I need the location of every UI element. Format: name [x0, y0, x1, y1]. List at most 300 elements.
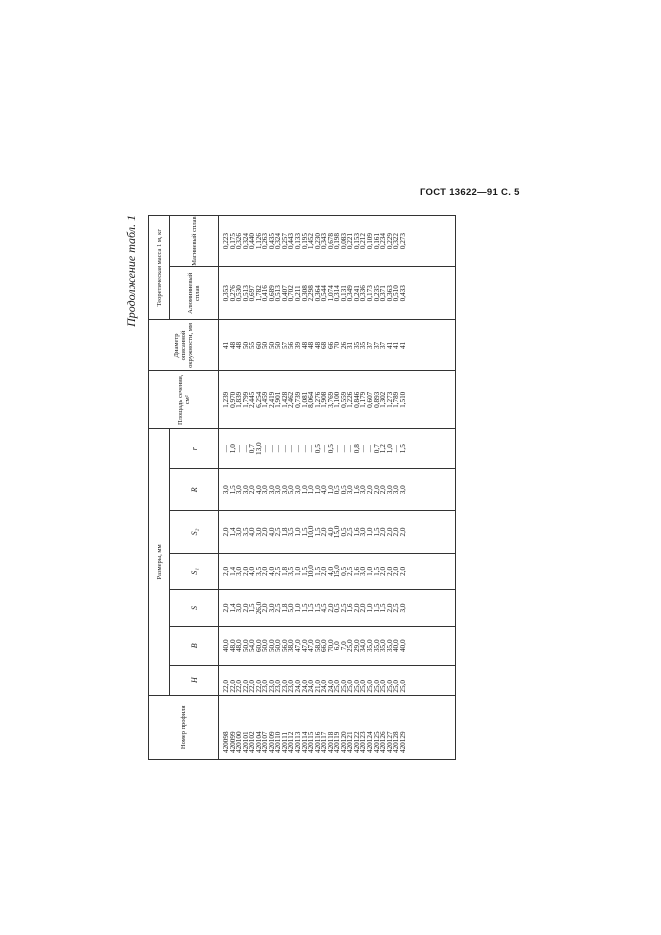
table-cell: 4,0 [248, 527, 257, 537]
table-cell: 1,6 [352, 566, 361, 576]
table-cell: 0,5 [339, 566, 348, 576]
table-cell: 35,0 [366, 639, 375, 653]
table-cell: — [241, 445, 250, 453]
table-cell: 0,273 [398, 233, 407, 250]
column-aluminum-mass-values [219, 267, 456, 320]
table-cell: 0,702 [287, 285, 296, 302]
table-cell: 25,0 [352, 680, 361, 693]
table-cell: 0,324 [241, 233, 250, 250]
group-header-theoretical-mass: Теоретическая масса 1 м, кг [149, 216, 170, 320]
table-cell: 0,336 [359, 285, 368, 302]
table-cell: 2,5 [274, 566, 283, 576]
table-cell: 2,0 [372, 485, 381, 495]
table-cell: 50,0 [261, 639, 270, 653]
table-cell: 15,0 [333, 565, 342, 578]
col-header-B: B [170, 626, 219, 665]
table-cell: 56,0 [280, 639, 289, 653]
table-cell: 7,0 [339, 641, 348, 651]
table-cell: 3,0 [398, 485, 407, 495]
table-cell: 1,0 [294, 566, 303, 576]
table-cell: 48,0 [235, 639, 244, 653]
table-cell: 0,257 [280, 233, 289, 250]
table-cell: 0,893 [372, 391, 381, 408]
table-cell: 40,0 [392, 639, 401, 653]
table-cell: 2,0 [261, 527, 270, 537]
table-cell: 0,353 [222, 285, 230, 302]
table-cell: 420126 [379, 731, 388, 753]
table-cell: 2,0 [379, 566, 388, 576]
col-header-circle-diameter: Диаметр описанной окружности, мм [149, 320, 219, 371]
table-cell: 3,0 [235, 485, 244, 495]
table-cell: 5,0 [287, 603, 296, 613]
table-cell: 0,416 [261, 285, 270, 302]
table-cell: 48 [307, 341, 316, 350]
table-cell: 24,0 [294, 680, 303, 693]
table-cell: 3,0 [359, 527, 368, 537]
table-cell: 1,901 [274, 391, 283, 408]
table-cell: 2,0 [392, 566, 401, 576]
table-cell: 1,6 [352, 527, 361, 537]
table-cell: 1,239 [222, 391, 230, 408]
table-cell: 66 [326, 341, 335, 350]
table-cell: 2,5 [392, 603, 401, 613]
table-cell: 420102 [248, 731, 257, 753]
table-cell: — [359, 445, 368, 453]
table-cell: 60,0 [254, 639, 263, 653]
table-cell: 2,5 [346, 527, 355, 537]
table-cell: 60 [254, 341, 263, 350]
page-header: ГОСТ 13622—91 С. 5 [420, 187, 520, 198]
table-cell: 2,0 [326, 603, 335, 613]
table-cell: 0,846 [352, 391, 361, 408]
table-cell: 1,5 [379, 603, 388, 613]
table-cell: 56 [287, 341, 296, 350]
table-cell: 1,074 [326, 285, 335, 302]
table-cell: 3,0 [392, 485, 401, 495]
table-cell: 22,0 [248, 680, 257, 693]
table-cell: 0,223 [222, 233, 230, 250]
table-cell: 1,6 [346, 603, 355, 613]
table-cell: 0,241 [352, 285, 361, 302]
table-cell: 1,100 [333, 391, 342, 408]
table-cell: 1,4 [228, 527, 237, 537]
table-cell: 4,0 [248, 566, 257, 576]
table-cell: 3,5 [287, 527, 296, 537]
table-cell: 50 [241, 341, 250, 350]
table-cell: — [346, 445, 355, 453]
col-header-area: Площадь сечения, см² [149, 371, 219, 429]
table-cell: 0,363 [385, 285, 394, 302]
table-cell: 22,0 [235, 680, 244, 693]
table-cell: 41 [222, 341, 230, 350]
table-cell: 0,276 [228, 285, 237, 302]
table-cell: 2,5 [274, 603, 283, 613]
table-cell: 23,0 [267, 680, 276, 693]
table-cell: 50,0 [274, 639, 283, 653]
table-cell: 1,081 [300, 391, 309, 408]
table-cell: 40,0 [398, 639, 407, 653]
table-cell: 0,5 [313, 444, 322, 454]
table-cell: — [222, 445, 230, 453]
table-cell: 24,0 [326, 680, 335, 693]
table-cell: 2,0 [366, 485, 375, 495]
table-cell: 2,0 [222, 527, 230, 537]
table-cell: 15,0 [333, 525, 342, 539]
table-cell: 3,0 [267, 485, 276, 495]
table-cell: 1,302 [379, 391, 388, 408]
table-cell: 3,5 [254, 566, 263, 576]
table-cell: 34,0 [359, 639, 368, 653]
table-cell: 35,0 [372, 639, 381, 653]
table-cell: 420115 [307, 731, 316, 753]
table-cell: 2,5 [346, 566, 355, 576]
table-cell: 1,8 [280, 603, 289, 613]
table-cell: 3,0 [267, 603, 276, 613]
table-cell: 41 [385, 341, 394, 350]
table-cell: — [294, 445, 303, 453]
table-cell: 2,0 [320, 566, 329, 576]
table-cell: 0,221 [346, 233, 355, 250]
table-cell: 1,226 [346, 391, 355, 408]
table-cell: 420117 [320, 731, 329, 753]
table-cell: 3,5 [241, 527, 250, 537]
table-cell: 1,0 [300, 485, 309, 495]
table-cell: 47,0 [294, 639, 303, 653]
table-cell: 420098 [222, 731, 230, 753]
table-cell: 2,5 [339, 603, 348, 613]
table-cell: 1,799 [241, 391, 250, 408]
table-cell: 420100 [235, 731, 244, 753]
table-cell: 31 [346, 341, 355, 350]
table-cell: 2,0 [385, 566, 394, 576]
table-cell: 2,0 [385, 603, 394, 613]
table-cell: 21,0 [313, 680, 322, 693]
table-cell: 25,0 [339, 680, 348, 693]
table-cell: 6,254 [254, 391, 263, 408]
table-cell: 2,0 [222, 603, 230, 613]
table-cell: 25,0 [333, 680, 342, 693]
table-cell: 47,0 [300, 639, 309, 653]
table-cell: 6,0 [333, 641, 342, 651]
table-cell: — [333, 445, 342, 453]
table-cell: 1,789 [392, 391, 401, 408]
table-cell: 50 [267, 341, 276, 350]
table-cell: 1,428 [280, 391, 289, 408]
group-header-sizes: Размеры, мм [149, 429, 170, 695]
table-cell: 0,229 [385, 233, 394, 250]
table-cell: 40,0 [222, 639, 230, 653]
table-cell: 22,0 [222, 680, 230, 693]
table-cell: 1,5 [313, 603, 322, 613]
table-cell: — [280, 445, 289, 453]
table-cell: 48,0 [228, 639, 237, 653]
col-header-profile-number: Номер профиля [149, 695, 219, 759]
table-cell: 1,839 [235, 391, 244, 408]
table-cell: 0,198 [333, 233, 342, 250]
table-cell: 1,452 [307, 233, 316, 250]
table-body-row [219, 216, 456, 760]
table-cell: 57 [280, 341, 289, 350]
table-cell: 3,0 [241, 485, 250, 495]
table-cell: 25,0 [379, 680, 388, 693]
table-cell: 50 [261, 341, 270, 350]
table-cell: 420104 [254, 731, 263, 753]
table-cell: — [339, 445, 348, 453]
table-cell: 0,440 [248, 233, 257, 250]
table-cell: 4,5 [320, 603, 329, 613]
table-cell: 420113 [294, 731, 303, 753]
table-cell: 2,0 [379, 527, 388, 537]
table-cell: 50 [274, 341, 283, 350]
column-profile-number-values [219, 695, 456, 759]
table-cell: 24,0 [300, 680, 309, 693]
table-cell: 1,0 [307, 485, 316, 495]
table-cell: 0,5 [326, 444, 335, 454]
rotated-table-block [124, 215, 407, 760]
table-cell: 0,678 [326, 233, 335, 250]
table-cell: 0,607 [366, 391, 375, 408]
col-header-magnesium-alloy: Магниевый сплав [170, 216, 219, 267]
table-cell: 48 [235, 341, 244, 350]
col-header-H: H [170, 665, 219, 695]
table-cell: 41 [392, 341, 401, 350]
table-cell: 0,513 [241, 285, 250, 302]
col-header-S2: S₂ [170, 511, 219, 553]
table-cell: 35,0 [379, 639, 388, 653]
column-R-values [219, 469, 456, 511]
table-cell: 1,908 [320, 391, 329, 408]
table-cell: 4,0 [267, 566, 276, 576]
table-cell: 0,131 [339, 285, 348, 302]
col-header-aluminum-alloy: Алюминиевый сплав [170, 267, 219, 320]
table-cell: 1,273 [385, 391, 394, 408]
table-cell: 35,0 [385, 639, 394, 653]
table-cell: 0,314 [333, 285, 342, 302]
table-cell: 420122 [352, 731, 361, 753]
table-cell: 41 [398, 341, 407, 350]
table-cell: 420128 [392, 731, 401, 753]
table-cell: 3,0 [346, 485, 355, 495]
table-cell: 0,195 [300, 233, 309, 250]
table-cell: 420099 [228, 731, 237, 753]
table-cell: 0,5 [333, 603, 342, 613]
table-cell: 420107 [261, 731, 270, 753]
column-area-values [219, 371, 456, 429]
table-cell: 3,0 [294, 485, 303, 495]
table-cell: 3,5 [287, 566, 296, 576]
table-cell: — [274, 445, 283, 453]
table-cell: 0,322 [392, 233, 401, 250]
table-cell: 22,0 [228, 680, 237, 693]
table-cell: 1,782 [254, 285, 263, 302]
table-cell: 2,0 [398, 566, 407, 576]
table-cell: 1,0 [366, 527, 375, 537]
table-cell: 39 [294, 341, 303, 350]
table-cell: 0,7 [248, 444, 257, 454]
table-cell: 48 [228, 341, 237, 350]
table-cell: 0,689 [267, 285, 276, 302]
table-cell: 0,343 [320, 233, 329, 250]
table-cell: 420101 [241, 731, 250, 753]
table-cell: 0,443 [287, 233, 296, 250]
table-cell: 25,0 [366, 680, 375, 693]
table-cell: 1,0 [228, 444, 237, 454]
table-cell: 10,0 [307, 525, 316, 539]
table-cell: — [267, 445, 276, 453]
table-cell: 1,2 [379, 444, 388, 454]
table-cell: 0,133 [294, 233, 303, 250]
table-cell: 1,459 [261, 391, 270, 408]
table-cell: 2,0 [398, 527, 407, 537]
table-cell: — [392, 445, 401, 453]
table-cell: 1,5 [300, 603, 309, 613]
table-cell: 2,0 [261, 566, 270, 576]
table-cell: 4,0 [320, 485, 329, 495]
table-caption: Продолжение табл. 1 [124, 215, 138, 327]
table-cell: 26,0 [254, 601, 263, 615]
table-cell: 1,6 [352, 485, 361, 495]
table-cell: 2,0 [261, 603, 270, 613]
table-cell: 2,0 [379, 485, 388, 495]
table-cell: 2,0 [359, 603, 368, 613]
column-S1-values [219, 553, 456, 590]
table-cell: 2,5 [274, 527, 283, 537]
table-cell: 3,0 [254, 527, 263, 537]
table-cell: 0,510 [392, 285, 401, 302]
table-cell: 5,0 [287, 485, 296, 495]
table-cell: 0,235 [372, 285, 381, 302]
table-cell: 1,5 [248, 603, 257, 613]
table-cell: 2,0 [248, 485, 257, 495]
table-cell: 1,8 [280, 566, 289, 576]
table-cell: 1,276 [313, 391, 322, 408]
table-cell: 3,0 [235, 527, 244, 537]
table-cell: — [287, 445, 296, 453]
table-cell: 1,0 [313, 485, 322, 495]
table-cell: 0,364 [313, 285, 322, 302]
table-cell: 420120 [339, 731, 348, 753]
column-S2-values [219, 511, 456, 553]
table-cell: 0,161 [372, 233, 381, 250]
table-cell: 3,0 [385, 485, 394, 495]
table-cell: 3,0 [359, 485, 368, 495]
table-cell: 25,0 [392, 680, 401, 693]
table-cell: 0,371 [379, 285, 388, 302]
table-cell: 1,5 [300, 566, 309, 576]
table-cell: 1,5 [228, 485, 237, 495]
table-cell: 1,0 [366, 603, 375, 613]
table-cell: 26 [339, 341, 348, 350]
table-cell: 0,230 [313, 233, 322, 250]
table-cell: 420111 [280, 731, 289, 753]
table-cell: 13,0 [254, 442, 263, 455]
table-cell: 0,435 [267, 233, 276, 250]
table-cell: 0,513 [274, 285, 283, 302]
table-cell: 420109 [267, 731, 276, 753]
table-cell: 420116 [313, 731, 322, 753]
table-cell: 35 [352, 341, 361, 350]
table-cell: 3,0 [261, 485, 270, 495]
table-cell: 2,445 [248, 391, 257, 408]
table-cell: 54,0 [248, 639, 257, 653]
table-cell: 2,419 [267, 391, 276, 408]
col-header-r: r [170, 429, 219, 469]
table-cell: 0,324 [274, 233, 283, 250]
table-cell: — [307, 445, 316, 453]
table-cell: 22,0 [241, 680, 250, 693]
col-header-R: R [170, 469, 219, 511]
table-cell: 0,544 [320, 285, 329, 302]
table-cell: 0,407 [280, 285, 289, 302]
column-B-values [219, 626, 456, 665]
table-cell: 58,0 [313, 639, 322, 653]
table-cell: 4,0 [254, 485, 263, 495]
table-cell: 23,0 [287, 680, 296, 693]
table-cell: 29,0 [352, 639, 361, 653]
table-cell: 0,263 [261, 233, 270, 250]
table-cell: 37 [379, 341, 388, 350]
table-cell: 1,8 [280, 527, 289, 537]
table-cell: 2,462 [287, 391, 296, 408]
table-cell: 420127 [385, 731, 394, 753]
table-cell: 1,4 [228, 603, 237, 613]
column-H-values [219, 665, 456, 695]
table-cell: 3,769 [326, 391, 335, 408]
table-cell: 23,0 [280, 680, 289, 693]
table-cell: 0,234 [379, 233, 388, 250]
table-cell: 25,0 [398, 680, 407, 693]
table-cell: 2,0 [352, 603, 361, 613]
table-cell: 70 [333, 341, 342, 350]
table-cell: 25,0 [372, 680, 381, 693]
table-cell: 55 [248, 341, 257, 350]
table-cell: 3,0 [235, 566, 244, 576]
column-S-values [219, 590, 456, 627]
table-cell: 420124 [366, 731, 375, 753]
table-cell: 2,0 [392, 527, 401, 537]
table-cell: 3,0 [280, 485, 289, 495]
table-cell: 420121 [346, 731, 355, 753]
table-cell: 2,0 [241, 603, 250, 613]
table-cell: 0,530 [235, 285, 244, 302]
table-cell: 25,0 [385, 680, 394, 693]
table-cell: 1,5 [372, 566, 381, 576]
table-cell: 25,0 [346, 680, 355, 693]
table-cell: 2,0 [385, 527, 394, 537]
table-cell: 24,0 [320, 680, 329, 693]
table-cell: — [300, 445, 309, 453]
table-cell: 420129 [398, 731, 407, 753]
table-cell: 0,212 [359, 233, 368, 250]
table-cell: 0,8 [352, 444, 361, 454]
table-cell: 8,064 [307, 391, 316, 408]
table-cell: 420112 [287, 731, 296, 753]
col-header-S1: S₁ [170, 553, 219, 590]
table-cell: 1,5 [372, 527, 381, 537]
table-cell: 25,0 [359, 680, 368, 693]
table-cell: 0,308 [300, 285, 309, 302]
table-cell: 1,0 [366, 566, 375, 576]
table-cell: 420125 [372, 731, 381, 753]
table-cell: 48 [300, 341, 309, 350]
table-cell: 3,0 [222, 485, 230, 495]
table-cell: 23,0 [261, 680, 270, 693]
table-cell: 420110 [274, 731, 283, 753]
table-cell: 1,179 [359, 391, 368, 408]
table-cell: 0,559 [339, 391, 348, 408]
table-cell: 37 [366, 341, 375, 350]
table-cell: 420118 [326, 731, 335, 753]
